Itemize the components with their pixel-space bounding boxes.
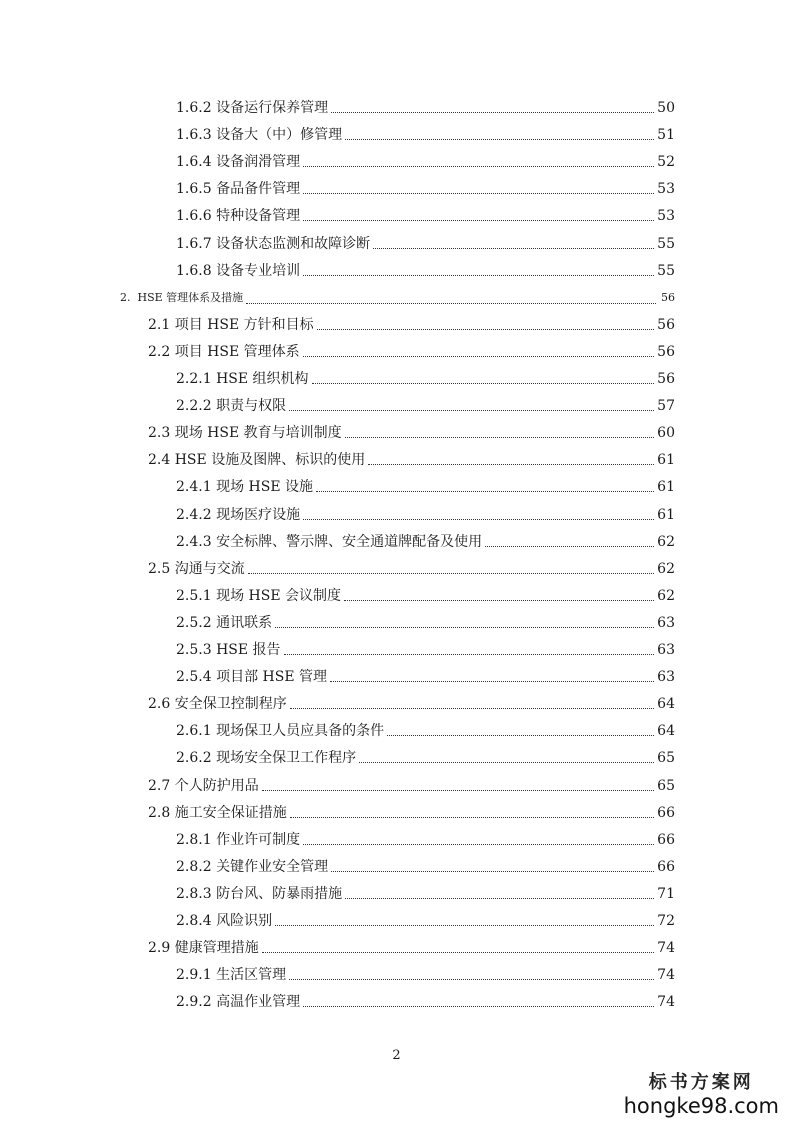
toc-entry-page: 62 [657, 587, 675, 604]
toc-entry-title: 安全标牌、警示牌、安全通道牌配备及使用 [216, 533, 483, 550]
dot-leader [373, 248, 654, 249]
dot-leader [303, 220, 654, 221]
toc-entry-number: 1.6.7 [176, 235, 212, 252]
toc-entry-title: 项目 HSE 方针和目标 [174, 316, 314, 333]
toc-entry [176, 827, 675, 849]
dot-leader [275, 925, 654, 926]
toc-entry-title: 设备状态监测和故障诊断 [216, 235, 371, 252]
toc-entry-title: HSE 设施及图牌、标识的使用 [174, 452, 366, 469]
dot-leader [331, 871, 654, 872]
toc-entry-title: 现场安全保卫工作程序 [216, 750, 357, 767]
toc-entry [176, 393, 675, 415]
toc-entry-title: 现场 HSE 教育与培训制度 [174, 425, 342, 442]
toc-entry-title: 设备润滑管理 [216, 154, 301, 171]
toc-entry-title: 现场保卫人员应具备的条件 [216, 723, 385, 740]
toc-entry-title: 备品备件管理 [216, 181, 301, 198]
toc-entry-number: 2.4 [148, 452, 171, 469]
toc-entry-page: 57 [657, 398, 675, 415]
toc-entry-number: 2.9.2 [176, 994, 212, 1011]
toc-entry-number: 1.6.6 [176, 208, 212, 225]
toc-entry-number: 2.1 [148, 316, 171, 333]
toc-entry-page: 61 [657, 452, 675, 469]
toc-entry [176, 203, 675, 225]
toc-entry-number: 1.6.4 [176, 154, 212, 171]
toc-entry-page: 51 [657, 127, 675, 144]
toc-entry [148, 935, 675, 957]
toc-entry [176, 664, 675, 686]
toc-entry-number: 2. [120, 290, 131, 304]
toc-entry [176, 95, 675, 117]
toc-entry-title: 设备运行保养管理 [216, 100, 329, 116]
toc-entry [148, 420, 675, 442]
toc-entry [148, 556, 675, 578]
toc-entry-number: 2.6.1 [176, 723, 212, 740]
toc-entry-page: 63 [657, 614, 675, 631]
toc-entry [176, 122, 675, 144]
toc-entry-title: 防台风、防暴雨措施 [216, 885, 343, 902]
dot-leader [303, 1006, 654, 1007]
toc-entry-page: 62 [657, 533, 675, 550]
toc-entry-number: 2.4.3 [176, 533, 212, 550]
toc-entry-number: 2.5 [148, 560, 171, 577]
toc-entry-number: 2.2.1 [176, 371, 212, 387]
toc-entry-page: 55 [657, 262, 675, 279]
toc-entry-title: 关键作业安全管理 [216, 858, 329, 875]
toc-entry [176, 718, 675, 740]
toc-entry-number: 2.8.3 [176, 885, 212, 902]
dot-leader [289, 979, 654, 980]
toc-entry-number: 2.5.1 [176, 587, 212, 604]
dot-leader [262, 952, 654, 953]
dot-leader [331, 112, 654, 113]
dot-leader [368, 464, 654, 465]
toc-entry [176, 502, 675, 524]
toc-entry-title: 设备大（中）修管理 [216, 127, 343, 144]
dot-leader [248, 573, 654, 574]
toc-entry-page: 62 [657, 560, 675, 577]
dot-leader [246, 303, 656, 304]
toc-entry [176, 258, 675, 280]
toc-entry-title: 现场 HSE 设施 [216, 479, 313, 496]
toc-entry-title: 职责与权限 [216, 398, 287, 415]
dot-leader [345, 898, 654, 899]
toc-entry [176, 583, 675, 605]
toc-entry-number: 2.5.3 [176, 642, 212, 658]
toc-entry-title: 作业许可制度 [216, 831, 301, 848]
toc-entry-number: 1.6.2 [176, 100, 212, 116]
toc-entry [176, 908, 675, 930]
toc-entry [176, 989, 675, 1011]
dot-leader [345, 139, 654, 140]
toc-entry [176, 745, 675, 767]
toc-entry-number: 2.9.1 [176, 967, 212, 984]
toc-entry-title: 特种设备管理 [216, 208, 301, 225]
dot-leader [312, 383, 655, 384]
dot-leader [303, 356, 655, 357]
toc-entry-page: 53 [657, 181, 675, 198]
toc-entry-page: 56 [657, 371, 675, 387]
toc-entry-number: 2.4.1 [176, 479, 212, 496]
toc-entry-title: HSE 管理体系及措施 [137, 290, 244, 304]
toc-entry-number: 2.6 [148, 696, 171, 713]
dot-leader [330, 681, 654, 682]
toc-entry-page: 61 [657, 479, 675, 496]
toc-entry-page: 65 [657, 777, 675, 794]
toc-entry-number: 1.6.5 [176, 181, 212, 198]
toc-entry-title: 项目部 HSE 管理 [216, 669, 327, 686]
toc-entry-title: HSE 报告 [216, 642, 281, 658]
dot-leader [290, 817, 654, 818]
dot-leader [303, 519, 654, 520]
toc-entry [176, 231, 675, 253]
dot-leader [275, 627, 654, 628]
toc-entry-number: 2.8 [148, 804, 171, 821]
toc-entry-number: 2.2.2 [176, 398, 212, 415]
toc-entry-page: 52 [657, 154, 675, 171]
dot-leader [359, 762, 654, 763]
toc-entry-title: 通讯联系 [216, 614, 273, 631]
toc-entry [176, 854, 675, 876]
toc-entry [148, 691, 675, 713]
toc-entry-number: 2.4.2 [176, 506, 212, 523]
toc-entry-title: 现场医疗设施 [216, 506, 301, 523]
dot-leader [387, 735, 654, 736]
toc-entry-number: 2.8.2 [176, 858, 212, 875]
toc-entry-page: 72 [657, 913, 675, 929]
toc-entry-page: 50 [657, 100, 675, 116]
toc-entry-page: 74 [657, 967, 675, 984]
watermark-url: hongke98.com [623, 1094, 779, 1118]
toc-entry-page: 65 [657, 750, 675, 767]
toc-entry-title: 项目 HSE 管理体系 [174, 343, 300, 360]
toc-entry-title: 健康管理措施 [174, 940, 259, 957]
toc-entry-number: 2.5.2 [176, 614, 212, 631]
toc-entry [176, 366, 675, 388]
toc-entry-page: 61 [657, 506, 675, 523]
dot-leader [290, 708, 654, 709]
toc-entry-title: 沟通与交流 [174, 560, 245, 577]
toc-entry-title: 安全保卫控制程序 [174, 696, 287, 713]
toc-entry-page: 64 [657, 696, 675, 713]
toc-entry [148, 800, 675, 822]
toc-entry [148, 447, 675, 469]
dot-leader [303, 275, 654, 276]
toc-entry-page: 74 [657, 940, 675, 957]
dot-leader [284, 654, 655, 655]
toc-entry-number: 2.8.1 [176, 831, 212, 848]
toc-entry-number: 2.9 [148, 940, 171, 957]
dot-leader [303, 844, 654, 845]
toc-entry-number: 2.7 [148, 777, 171, 794]
watermark-logo [624, 1068, 779, 1118]
dot-leader [345, 437, 655, 438]
toc-entry-number: 1.6.3 [176, 127, 212, 144]
toc-entry-page: 53 [657, 208, 675, 225]
dot-leader [485, 546, 654, 547]
toc-entry-page: 71 [657, 885, 675, 902]
toc-entry [176, 610, 675, 632]
toc-entry-page: 66 [657, 858, 675, 875]
toc-entry-number: 2.2 [148, 343, 171, 360]
toc-entry-title: 高温作业管理 [216, 994, 301, 1011]
toc-entry-number: 2.6.2 [176, 750, 212, 767]
page-number: 2 [392, 1048, 401, 1063]
toc-entry-number: 2.3 [148, 425, 171, 442]
toc-entry-page: 64 [657, 723, 675, 740]
dot-leader [262, 790, 654, 791]
dot-leader [303, 193, 654, 194]
toc-entry [120, 285, 675, 307]
toc-entry-page: 55 [657, 235, 675, 252]
toc-entry-title: HSE 组织机构 [216, 371, 309, 387]
dot-leader [344, 600, 654, 601]
toc-entry-page: 66 [657, 831, 675, 848]
dot-leader [317, 329, 655, 330]
dot-leader [303, 166, 654, 167]
toc-entry [176, 529, 675, 551]
dot-leader [316, 491, 654, 492]
toc-entry-page: 74 [657, 994, 675, 1011]
toc-entry-page: 56 [661, 290, 675, 304]
toc-entry-number: 2.8.4 [176, 913, 212, 929]
toc-entry [176, 176, 675, 198]
toc-entry [148, 339, 675, 361]
toc-entry [176, 637, 675, 659]
watermark-name: 标书方案网 [648, 1072, 754, 1093]
toc-entry [176, 881, 675, 903]
toc-entry-page: 63 [657, 642, 675, 658]
toc-entry-page: 60 [657, 425, 675, 442]
toc-entry [148, 312, 675, 334]
toc-entry [176, 474, 675, 496]
toc-entry-number: 1.6.8 [176, 262, 212, 279]
toc-entry-page: 63 [657, 669, 675, 686]
toc-entry-title: 风险识别 [216, 913, 273, 929]
toc-entry-page: 56 [657, 316, 675, 333]
toc-entry-page: 66 [657, 804, 675, 821]
toc-entry-title: 设备专业培训 [216, 262, 301, 279]
dot-leader [289, 410, 654, 411]
toc-entry [176, 962, 675, 984]
toc-entry [148, 773, 675, 795]
toc-entry-title: 施工安全保证措施 [174, 804, 287, 821]
toc-entry-number: 2.5.4 [176, 669, 212, 686]
toc-entry-title: 个人防护用品 [174, 777, 259, 794]
toc-entry-title: 现场 HSE 会议制度 [216, 587, 341, 604]
toc-entry-page: 56 [657, 343, 675, 360]
toc-entry-title: 生活区管理 [216, 967, 287, 984]
toc-entry [176, 149, 675, 171]
